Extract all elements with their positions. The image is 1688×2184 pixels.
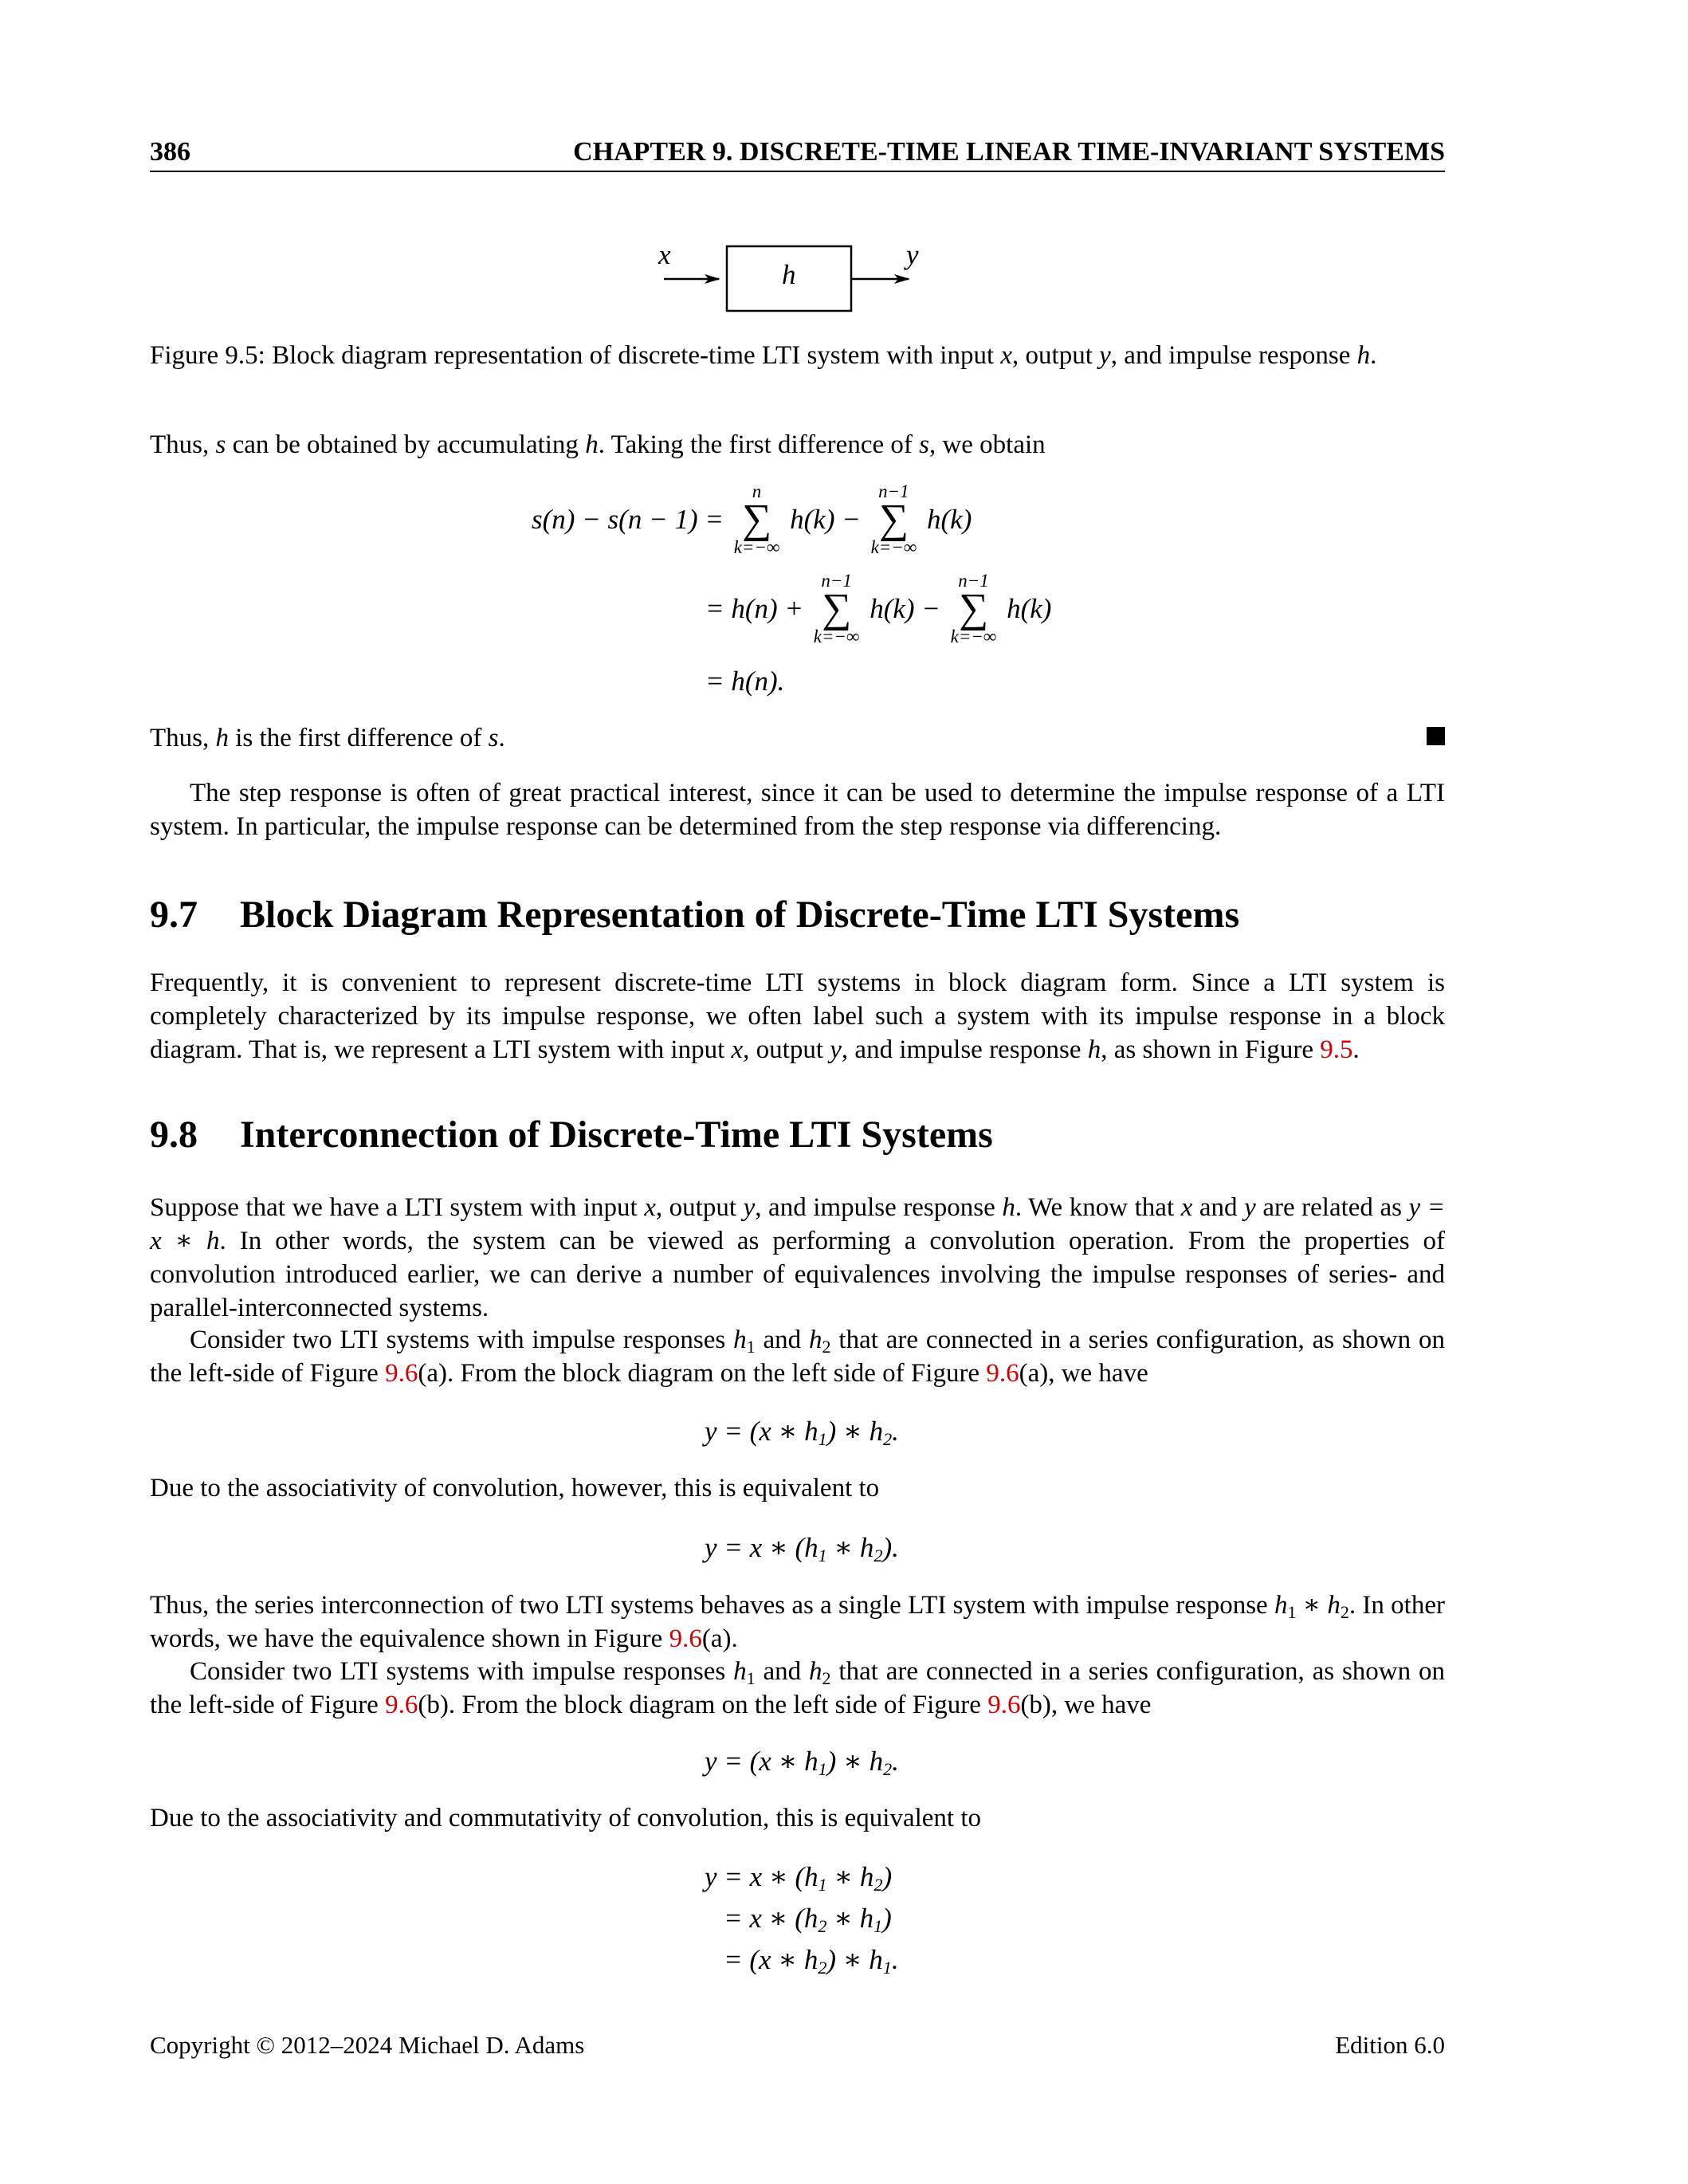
diagram-block-label: h	[782, 259, 796, 290]
associativity-sentence: Due to the associativity of convolution, however, this is equivalent to	[150, 1474, 880, 1502]
summation-sign: n−1 ∑ k=−∞	[813, 571, 860, 646]
qed-symbol	[1427, 727, 1445, 745]
section-heading-9-7: 9.7 Block Diagram Representation of Discrete-Time LTI Systems	[150, 894, 1240, 936]
section-9-8-paragraph-3: Thus, the series interconnection of two LTI systems behaves as a single LTI system with impulse response $h_1$ ∗ $h_2$. In other words, we have the equivalence shown in Figure 9.6(a).	[150, 1591, 1445, 1653]
running-header-title: CHAPTER 9. DISCRETE-TIME LINEAR TIME-INVARIANT SYSTEMS	[573, 137, 1445, 167]
footer-edition: Edition 6.0	[1335, 2031, 1445, 2059]
equation-line-1: s(n) − s(n − 1) = n ∑ k=−∞ h(k) − n−1 ∑ k=−∞ h(k)	[532, 481, 972, 557]
equation-series-b-line-2: = x ∗ ($h_2$ ∗ $h_1$)	[724, 1903, 892, 1936]
figure-ref-link[interactable]: 9.6	[385, 1691, 418, 1719]
equation-series-a: y = (x ∗ $h_1$) ∗ $h_2$.	[705, 1416, 899, 1449]
section-9-8-paragraph-1: Suppose that we have a LTI system with input x, output y, and impulse response h. We know that x and y are related as y = x ∗ h. In other words, the system can be viewed as performing a convolution operation. From the properties of convolution introduced earlier, we can derive a number of equivalences involving the impulse responses of series- and parallel-interconnected systems.	[150, 1193, 1446, 1322]
step-response-paragraph: The step response is often of great practical interest, since it can be used to determine the impulse response of a LTI system. In particular, the impulse response can be determined from the step response via differencing.	[150, 779, 1445, 841]
section-heading-9-8: 9.8 Interconnection of Discrete-Time LTI Systems	[150, 1114, 993, 1156]
section-9-8-paragraph-4: Consider two LTI systems with impulse responses $h_1$ and $h_2$ that are connected in a series configuration, as shown on the left-side of Figure 9.6(b). From the block diagram on the left side of Figure 9.6(b), we have	[150, 1657, 1445, 1719]
proof-conclusion: Thus, h is the first difference of s.	[150, 724, 505, 752]
summation-sign: n ∑ k=−∞	[733, 481, 780, 557]
figure-ref-link[interactable]: 9.6	[385, 1359, 418, 1388]
diagram-input-label: x	[658, 239, 671, 270]
figure-ref-link[interactable]: 9.6	[986, 1359, 1019, 1388]
equation-line-3: = h(n).	[705, 666, 785, 697]
figure-9-5-diagram	[0, 0, 1688, 335]
diagram-output-label: y	[906, 239, 919, 270]
equation-series-a-equivalent: y = x ∗ ($h_1$ ∗ $h_2$).	[705, 1532, 899, 1565]
equation-series-b-line-3: = (x ∗ $h_2$) ∗ $h_1$.	[724, 1944, 899, 1978]
figure-ref-link[interactable]: 9.5	[1320, 1035, 1353, 1064]
section-9-7-paragraph: Frequently, it is convenient to represent discrete-time LTI systems in block diagram form. Since a LTI system is completely characterized by its impulse response, we often label such a system with its impulse response in a block diagram. That is, we represent a LTI system with input x, output y, and impulse response h, as shown in Figure 9.5.	[150, 968, 1445, 1064]
figure-ref-link[interactable]: 9.6	[669, 1624, 702, 1653]
figure-9-5-caption: Figure 9.5: Block diagram representation of discrete-time LTI system with input x, output y, and impulse response h.	[150, 341, 1377, 370]
associativity-commutativity-sentence: Due to the associativity and commutativity of convolution, this is equivalent to	[150, 1804, 981, 1832]
figure-ref-link[interactable]: 9.6	[987, 1691, 1021, 1719]
proof-paragraph: Thus, s can be obtained by accumulating h. Taking the first difference of s, we obtain	[150, 430, 1046, 459]
summation-sign: n−1 ∑ k=−∞	[950, 571, 997, 646]
section-9-8-paragraph-2: Consider two LTI systems with impulse responses $h_1$ and $h_2$ that are connected in a series configuration, as shown on the left-side of Figure 9.6(a). From the block diagram on the left side of Figure 9.6(a), we have	[150, 1326, 1445, 1388]
equation-line-2: = h(n) + n−1 ∑ k=−∞ h(k) − n−1 ∑ k=−∞ h(k)	[705, 571, 1052, 646]
equation-series-b-line-1: y = x ∗ ($h_1$ ∗ $h_2$)	[705, 1861, 893, 1895]
summation-sign: n−1 ∑ k=−∞	[870, 481, 917, 557]
page-number: 386	[150, 137, 190, 167]
equation-series-b: y = (x ∗ $h_1$) ∗ $h_2$.	[705, 1746, 899, 1779]
footer-copyright: Copyright © 2012–2024 Michael D. Adams	[150, 2031, 585, 2059]
